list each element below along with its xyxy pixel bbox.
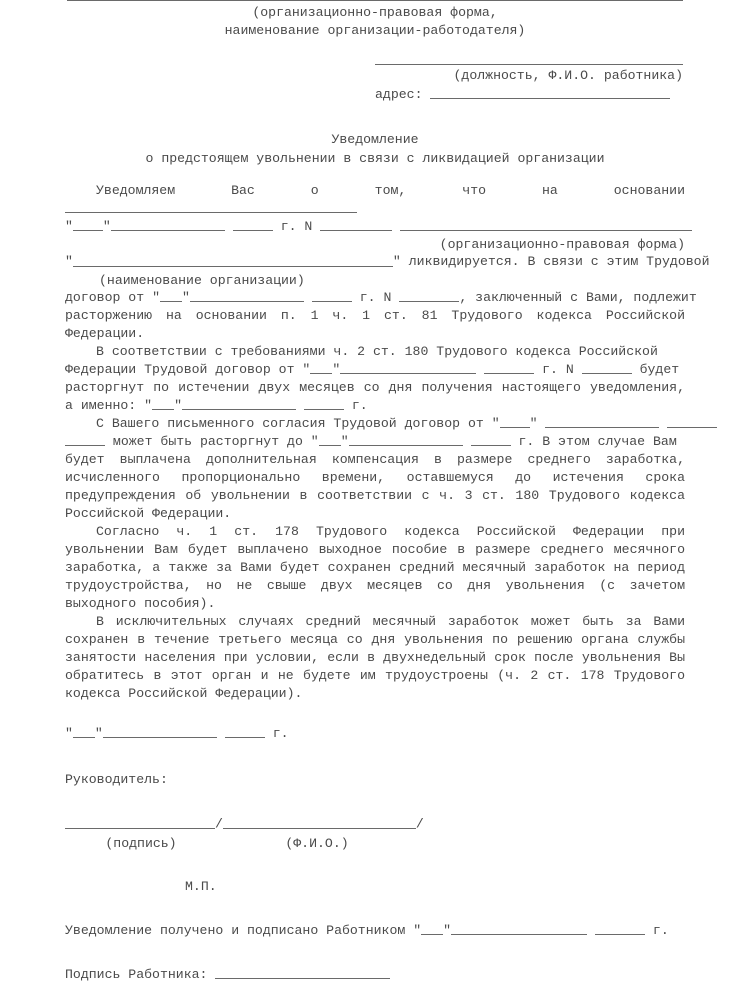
p1-month-fill-line[interactable]: [111, 218, 225, 231]
paragraph-2-line-1: В соответствии с требованиями ч. 2 ст. 180 Трудового кодекса Российской: [96, 343, 658, 359]
p1-year-fill-line[interactable]: [233, 218, 273, 231]
p1-dog-year-fill-line[interactable]: [312, 289, 352, 302]
document-subtitle: о предстоящем увольнении в связи с ликвидацией организации: [145, 151, 605, 167]
p3-day-fill-line[interactable]: [500, 415, 530, 428]
p2b-quote-close: ": [174, 397, 182, 413]
p2b-day-fill-line[interactable]: [152, 397, 174, 410]
p1-dog-quote-close: ": [181, 289, 190, 305]
paragraph-1-line-2: [65, 218, 685, 236]
signature-slash-1: /: [215, 816, 223, 832]
p2b-quote-open: ": [144, 397, 153, 413]
paragraph-3-line-2: [65, 433, 685, 451]
header-worker-block: [0, 64, 750, 104]
p2-sentence-2: Федерации Трудовой договор от: [65, 361, 295, 377]
paragraph-1-line-3: [65, 253, 710, 271]
organization-caption-line2: наименование организации-работодателя): [224, 23, 526, 38]
p1-caption-org-name: (наименование организации): [99, 272, 305, 288]
worker-signature-fill-line[interactable]: [215, 966, 390, 979]
stamp-place: М.П.: [185, 878, 217, 894]
p3-cont-fill-line[interactable]: [65, 433, 105, 446]
caption-signature: (подпись): [105, 835, 177, 851]
worker-position-fill-rule[interactable]: [375, 64, 683, 65]
paragraph-1-line-4: [65, 289, 697, 307]
signature-captions-row: [65, 835, 685, 852]
p1-dog-day-fill-line[interactable]: [160, 289, 182, 302]
document-body: [0, 182, 750, 703]
p2-number-fill-line[interactable]: [582, 361, 632, 374]
organization-fill-rule[interactable]: [67, 0, 683, 1]
p2-sentence-5: расторгнут по истечении двух месяцев со дня получения настоящего уведомления, а именно:: [65, 379, 685, 413]
received-god: г.: [652, 923, 669, 939]
p1-dog-god-n: г. N: [359, 289, 392, 305]
p2-quote-close: ": [332, 361, 341, 377]
p1-sentence-1: Уведомляем Вас о том, что на основании: [96, 183, 685, 199]
caption-fio: (Ф.И.О.): [285, 835, 349, 851]
p3-sentence-1: С Вашего письменного согласия Трудовой договор от: [96, 416, 484, 432]
p1-dog-month-fill-line[interactable]: [190, 289, 304, 302]
title-block: [0, 130, 750, 168]
address-row: [375, 86, 683, 104]
p3-quote-close: ": [529, 416, 538, 432]
p2b-month-fill-line[interactable]: [182, 397, 296, 410]
p1-date-quote-close: ": [102, 219, 111, 235]
address-label: адрес:: [375, 87, 423, 103]
leader-label: Руководитель:: [65, 772, 168, 788]
organization-caption-line1: (организационно-правовая форма,: [252, 5, 498, 20]
worker-caption: (должность, Ф.И.О. работника): [453, 68, 683, 83]
document-footer: [0, 725, 750, 984]
paragraph-1-line-1: [65, 182, 685, 218]
p1-orgname-quote-open: ": [65, 254, 73, 270]
p2-year-fill-line[interactable]: [484, 361, 534, 374]
received-quote-close: ": [443, 923, 452, 939]
p1-basis-fill-line[interactable]: [65, 200, 357, 213]
p1-date-quote-open: ": [65, 219, 73, 235]
footer-quote-close: ": [94, 726, 103, 742]
header-organization-block: [0, 0, 750, 40]
footer-god: г.: [272, 726, 289, 742]
p3-year-fill-line[interactable]: [667, 415, 717, 428]
paragraph-1-caption-orgname-row: [65, 272, 685, 289]
p3-quote-open: ": [491, 416, 500, 432]
p2-budet: будет: [639, 361, 680, 377]
p3b-quote-close: ": [340, 434, 349, 450]
p2b-year-fill-line[interactable]: [304, 397, 344, 410]
p2-month-fill-line[interactable]: [340, 361, 476, 374]
p2-god: г.: [351, 397, 368, 413]
p3-god: г. В этом случае Вам: [518, 434, 677, 450]
signature-row: [65, 815, 685, 834]
p2-quote-open: ": [302, 361, 311, 377]
paragraph-1-line-5: расторжению на основании п. 1 ч. 1 ст. 81 Трудового кодекса Российской Федерации.: [65, 307, 685, 341]
footer-year-fill-line[interactable]: [225, 725, 265, 738]
p3b-quote-open: ": [310, 434, 319, 450]
received-month-fill-line[interactable]: [451, 922, 587, 935]
paragraph-5: В исключительных случаях средний месячный заработок может быть за Вами сохранен в течение третьего месяца со дня увольнения по решению органа службы занятости населения при условии, если в двухнедельный срок после увольнения Вы обратитесь в этот орган и не будете им трудоустроены (ч. 2 ст. 178 Трудового кодекса Российской Федерации).: [65, 614, 685, 702]
signature-slash-2: /: [415, 816, 424, 832]
p3b-year-fill-line[interactable]: [471, 433, 511, 446]
footer-quote-open: ": [65, 726, 73, 742]
paragraph-2-line-3: [65, 379, 685, 415]
p1-dog-quote-open: ": [152, 289, 160, 305]
p3-month-fill-line[interactable]: [545, 415, 659, 428]
paragraph-4: Согласно ч. 1 ст. 178 Трудового кодекса Российской Федерации при увольнении Вам будет выплачено выходное пособие в размере среднего месячного заработка, а также за Вами будет сохранен средний месячный заработок на период трудоустройства, но не свыше двух месяцев со дня увольнения (с зачетом выходного пособия).: [65, 524, 685, 612]
received-text: Уведомление получено и подписано Работником: [65, 923, 406, 939]
p1-number-fill-line[interactable]: [320, 218, 392, 231]
p1-sentence-8: , заключенный с Вами, подлежит: [459, 289, 697, 305]
received-quote-open: ": [413, 923, 422, 939]
leader-fio-fill-line[interactable]: [223, 815, 416, 829]
paragraph-2-line-2: [65, 361, 685, 379]
paragraph-3-line-1: [65, 415, 685, 433]
p1-dog-number-fill-line[interactable]: [399, 289, 459, 302]
footer-month-fill-line[interactable]: [103, 725, 217, 738]
p1-orgname-quote-close: ": [392, 254, 401, 270]
paragraph-3-line-3: будет выплачена дополнительная компенсация в размере среднего заработка, исчисленного пропорционально времени, оставшемуся до истечения срока предупреждения об увольнении в соответствии с ч. 3 ст. 180 Трудового кодекса Российской Федерации.: [65, 452, 685, 522]
p1-caption-opf: (организационно-правовая форма): [439, 237, 685, 253]
footer-day-fill-line[interactable]: [73, 725, 95, 738]
p2-god-n: г. N: [542, 361, 574, 377]
received-row: [65, 922, 685, 940]
p3b-month-fill-line[interactable]: [349, 433, 463, 446]
worker-signature-label: Подпись Работника:: [65, 967, 208, 983]
p1-god-n: г. N: [280, 219, 313, 235]
address-fill-line[interactable]: [430, 86, 670, 99]
footer-date-row: [65, 725, 685, 743]
paragraph-1-caption-opf-row: [65, 236, 685, 253]
received-day-fill-line[interactable]: [421, 922, 443, 935]
p3b-day-fill-line[interactable]: [319, 433, 341, 446]
p2-day-fill-line[interactable]: [310, 361, 332, 374]
document-title: Уведомление: [331, 132, 419, 148]
p1-day-fill-line[interactable]: [73, 218, 103, 231]
received-year-fill-line[interactable]: [595, 922, 645, 935]
p1-sentence-5: ликвидируется. В связи с этим Трудовой: [408, 254, 710, 270]
p1-opf-fill-line[interactable]: [400, 218, 692, 231]
leader-signature-fill-line[interactable]: [65, 815, 215, 829]
p1-dogovor-ot: договор от: [65, 289, 145, 305]
worker-signature-row: [65, 966, 685, 984]
p3-sentence-2: может быть расторгнут до: [112, 434, 303, 450]
p1-orgname-fill-line[interactable]: [73, 253, 393, 266]
